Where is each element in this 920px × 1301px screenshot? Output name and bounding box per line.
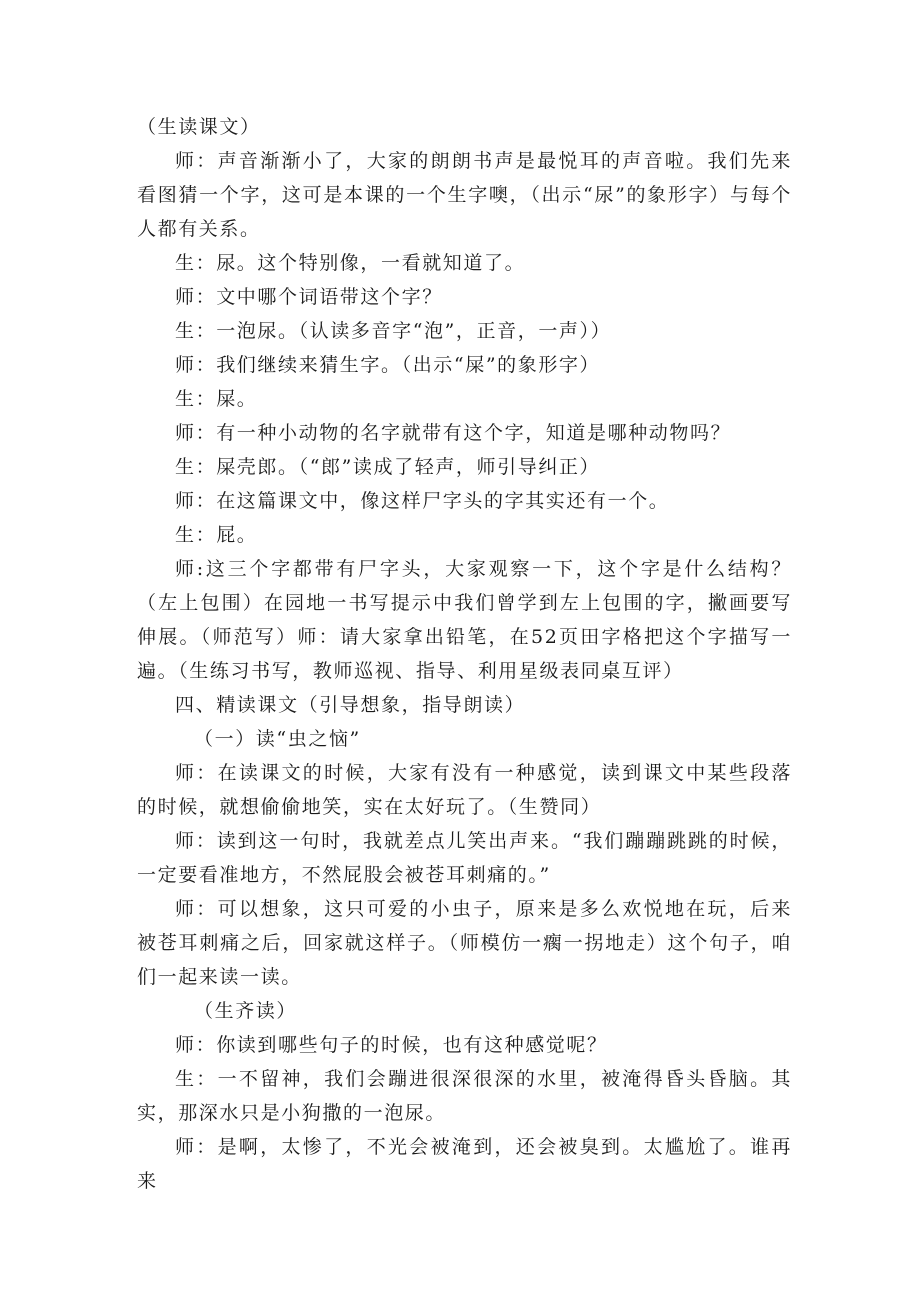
paragraph-teacher-animal-name: 师：有一种小动物的名字就带有这个字，知道是哪种动物吗？ xyxy=(175,422,732,444)
paragraph-teacher-feeling: 师：在读课文的时候，大家有没有一种感觉，读到课文中某些段落的时候，就想偷偷地笑，实在太好玩了。（生赞同） xyxy=(137,762,792,818)
paragraph-teacher-laugh-sentence: 师：读到这一句时，我就差点儿笑出声来。“我们蹦蹦跳跳的时候，一定要看准地方，不然屁股会被苍耳刺痛的。” xyxy=(137,830,792,886)
paragraph-student-answer-shi: 生：屎。 xyxy=(175,388,258,410)
document-body xyxy=(137,110,792,1198)
paragraph-teacher-structure: 师:这三个字都带有尸字头，大家观察一下，这个字是什么结构？（左上包围）在园地一书写提示中我们曾学到左上包围的字，撇画要写伸展。（师范写）师：请大家拿出铅笔，在52页田字格把这个字描写一遍。（生练习书写，教师巡视、指导、利用星级表同桌互评） xyxy=(137,558,792,682)
paragraph-student-reading: （生读课文） xyxy=(137,116,261,138)
paragraph-student-read-together: （生齐读） xyxy=(194,1000,298,1022)
paragraph-teacher-imagine: 师：可以想象，这只可爱的小虫子，原来是多么欢悦地在玩，后来被苍耳刺痛之后，回家就这样子。（师模仿一瘸一拐地走）这个句子，咱们一起来读一读。 xyxy=(137,898,792,988)
paragraph-student-answer-niao: 生：尿。这个特别像，一看就知道了。 xyxy=(175,252,526,274)
paragraph-teacher-which-word: 师：文中哪个词语带这个字？ xyxy=(175,286,443,308)
paragraph-student-shi-ke-lang: 生：屎壳郎。（“郎”读成了轻声，师引导纠正） xyxy=(175,456,601,478)
paragraph-teacher-continue-guess: 师：我们继续来猜生字。（出示“屎”的象形字） xyxy=(175,354,601,376)
paragraph-teacher-another-character: 师：在这篇课文中，像这样尸字头的字其实还有一个。 xyxy=(175,490,670,512)
paragraph-student-deep-water: 生：一不留神，我们会蹦进很深很深的水里，被淹得昏头昏脑。其实，那深水只是小狗撒的一泡尿。 xyxy=(137,1068,792,1124)
paragraph-student-answer-pi: 生：屁。 xyxy=(175,524,258,546)
subsection-heading-bug-trouble: （一）读“虫之恼” xyxy=(194,728,361,750)
paragraph-teacher-guess-character: 师：声音渐渐小了，大家的朗朗书声是最悦耳的声音啦。我们先来看图猜一个字，这可是本课的一个生字噢，（出示“尿”的象形字）与每个人都有关系。 xyxy=(137,150,792,240)
paragraph-teacher-so-embarrassing: 师：是啊，太惨了，不光会被淹到，还会被臭到。太尴尬了。谁再来 xyxy=(137,1136,792,1192)
section-heading-close-reading: 四、精读课文（引导想象，指导朗读） xyxy=(175,694,526,716)
paragraph-teacher-which-sentences: 师：你读到哪些句子的时候，也有这种感觉呢？ xyxy=(175,1034,608,1056)
paragraph-student-yi-pao-niao: 生：一泡尿。（认读多音字“泡”，正音，一声）） xyxy=(175,320,612,342)
